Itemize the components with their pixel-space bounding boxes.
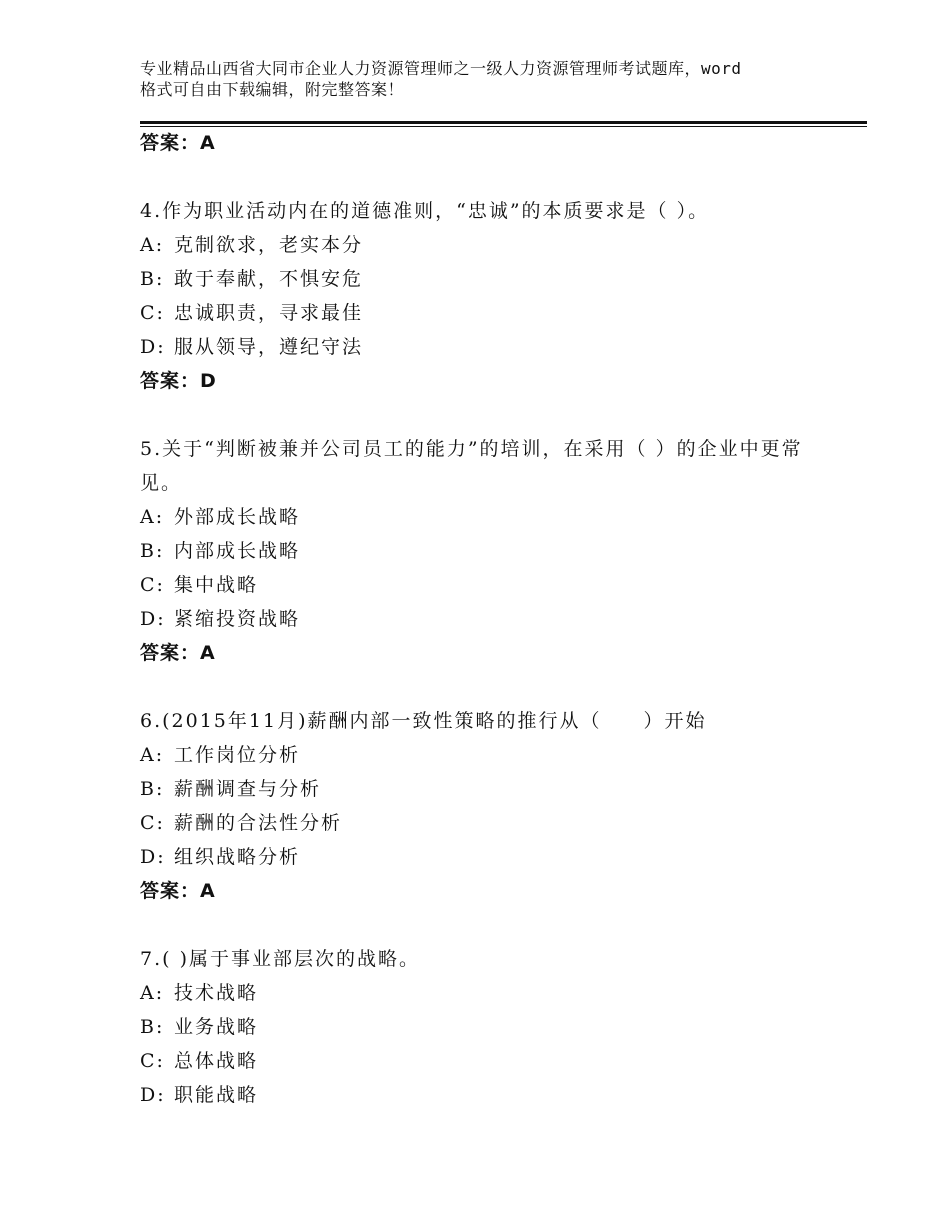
option-text: 总体战略 [174, 1050, 259, 1072]
option-row [140, 976, 840, 1010]
option-key: A: [140, 982, 165, 1004]
question-block [140, 942, 840, 1112]
option-row [140, 602, 840, 636]
option-text: 技术战略 [174, 982, 259, 1004]
answer-line: 答案：A [140, 642, 216, 664]
option-text: 克制欲求，老实本分 [174, 234, 364, 256]
option-text: 服从领导，遵纪守法 [174, 336, 364, 358]
option-key: D: [140, 336, 166, 358]
question-block [140, 432, 840, 670]
option-text: 职能战略 [174, 1084, 259, 1106]
option-text: 内部成长战略 [174, 540, 301, 562]
option-text: 集中战略 [174, 574, 259, 596]
option-row [140, 228, 840, 262]
header-rule-thick [140, 121, 867, 124]
option-text: 外部成长战略 [174, 506, 301, 528]
question-block [140, 194, 840, 398]
header-line-2: 格式可自由下载编辑，附完整答案！ [140, 80, 405, 99]
option-text: 忠诚职责，寻求最佳 [174, 302, 364, 324]
option-row [140, 1010, 840, 1044]
option-row [140, 296, 840, 330]
option-key: C: [140, 1050, 165, 1072]
option-key: C: [140, 302, 165, 324]
option-row [140, 1078, 840, 1112]
option-key: B: [140, 268, 165, 290]
question-list [140, 126, 840, 1112]
option-row [140, 568, 840, 602]
option-key: C: [140, 812, 165, 834]
option-key: C: [140, 574, 165, 596]
question-stem: 6.(2015年11月)薪酬内部一致性策略的推行从（ ）开始 [140, 710, 707, 732]
option-text: 敢于奉献，不惧安危 [174, 268, 364, 290]
answer-line: 答案：A [140, 132, 216, 154]
option-key: D: [140, 1084, 166, 1106]
option-row [140, 806, 840, 840]
option-key: A: [140, 234, 165, 256]
question-stem: 5.关于“判断被兼并公司员工的能力”的培训，在采用（ ）的企业中更常见。 [140, 438, 803, 494]
question-block [140, 704, 840, 908]
option-text: 薪酬调查与分析 [174, 778, 322, 800]
header-line-1: 专业精品山西省大同市企业人力资源管理师之一级人力资源管理师考试题库，word [140, 59, 742, 78]
option-row [140, 500, 840, 534]
option-key: B: [140, 540, 165, 562]
question-stem: 7.( )属于事业部层次的战略。 [140, 948, 420, 970]
option-row [140, 330, 840, 364]
option-text: 薪酬的合法性分析 [174, 812, 343, 834]
option-text: 紧缩投资战略 [174, 608, 301, 630]
question-stem: 4.作为职业活动内在的道德准则，“忠诚”的本质要求是（ ）。 [140, 200, 710, 222]
option-key: D: [140, 608, 166, 630]
option-row [140, 1044, 840, 1078]
option-row [140, 262, 840, 296]
option-key: B: [140, 778, 165, 800]
option-key: B: [140, 1016, 165, 1038]
option-key: D: [140, 846, 166, 868]
option-row [140, 738, 840, 772]
option-row [140, 840, 840, 874]
option-key: A: [140, 506, 165, 528]
option-text: 工作岗位分析 [174, 744, 301, 766]
answer-line: 答案：D [140, 370, 217, 392]
option-row [140, 772, 840, 806]
questions-container [140, 194, 840, 1112]
document-header [140, 58, 840, 100]
answer-line: 答案：A [140, 880, 216, 902]
option-row [140, 534, 840, 568]
option-key: A: [140, 744, 165, 766]
option-text: 业务战略 [174, 1016, 259, 1038]
option-text: 组织战略分析 [174, 846, 301, 868]
